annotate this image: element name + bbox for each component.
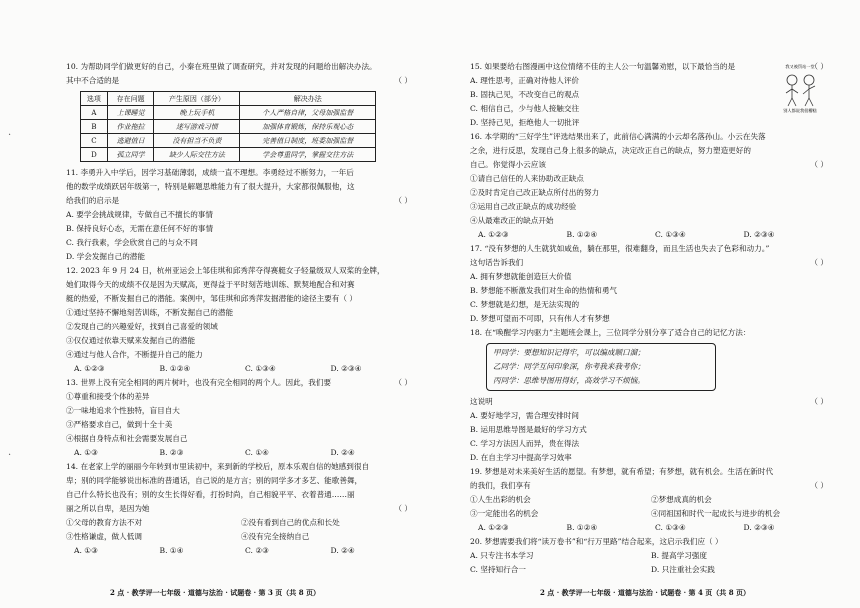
- option-c[interactable]: C. ①④: [245, 448, 269, 457]
- q20-stem-line: 20. 梦想需要我们将“读万卷书”和“行万里路”结合起来，这启示我们应（ ）: [470, 537, 723, 546]
- options-row: [470, 563, 832, 577]
- table-cell: D: [81, 148, 108, 162]
- option-b[interactable]: B. 提高学习强度: [651, 551, 707, 560]
- statement-item: ④根据自身特点和社会需要发展自己: [66, 434, 188, 443]
- q14-stem-line: 自己什么特长也没有；别的女生长得好看，打扮时尚，自己相貌平平、衣着普通……丽: [66, 490, 355, 499]
- statement-item: ②一味地追求个性独特，盲目自大: [66, 406, 180, 415]
- option-d[interactable]: D. ②③④: [743, 230, 775, 239]
- figure-leg: [809, 98, 813, 106]
- option-d[interactable]: D. 学会发掘自己的潜能: [66, 252, 145, 261]
- question-14: [66, 460, 416, 558]
- q10-table: [80, 91, 376, 162]
- option-c[interactable]: C. ①③④: [655, 523, 686, 532]
- table-cell: 逃避值日: [107, 134, 154, 148]
- q13-stem-line: 13. 世界上没有完全相同的两片树叶，也没有完全相同的两个人。因此，我们要 （ ）: [66, 376, 416, 390]
- answer-paren: （ ）: [394, 196, 412, 205]
- statement-item: ①尊重和接受个体的差异: [66, 392, 150, 401]
- option-d[interactable]: D. 梦想可望而不可即，只有伟人才有梦想: [470, 314, 610, 323]
- option-d[interactable]: D. 只注重社会实践: [651, 565, 715, 574]
- options-row: [66, 446, 416, 460]
- question-19: [470, 465, 832, 535]
- option-b[interactable]: B. ①②④: [566, 230, 598, 239]
- option-a[interactable]: A. 只专注书本学习: [470, 551, 534, 560]
- option-a[interactable]: A. ①②③: [478, 230, 509, 239]
- q11-stem-line: 11. 李勇升入中学后，因学习基础薄弱，成绩一直不理想。李勇经过不断努力，一年后: [66, 168, 354, 177]
- question-17: [470, 242, 832, 326]
- options-row: [470, 521, 832, 535]
- figure-leg: [788, 98, 792, 106]
- table-header: 选项: [81, 92, 108, 106]
- table-cell: 完善值日制度，班委加强监督: [240, 134, 376, 148]
- statement-item: ③严格要求自己，做到十全十美: [66, 420, 173, 429]
- table-cell: 作业拖拉: [107, 120, 154, 134]
- q12-stem-line: 12. 2023 年 9 月 24 日，杭州亚运会上邹佳琪和邱秀萍夺得赛艇女子轻量级双人双桨的金牌，: [66, 266, 385, 275]
- q16-stem-line: 16. 本学期的“三好学生”评选结果出来了，此前信心满满的小云却名落孙山。小云在失落: [470, 132, 766, 141]
- q19-stem-line: 19. 梦想是对未来美好生活的愿望。有梦想，就有希望；有梦想，就有机会。生活在新时代: [470, 467, 774, 476]
- question-18: [470, 326, 832, 465]
- option-b[interactable]: B. 保持良好心态，无需在意任何不好的事情: [66, 224, 214, 233]
- figure-head: [787, 75, 797, 85]
- option-d[interactable]: D. 坚持己见，拒绝他人一切批评: [470, 118, 580, 127]
- answer-paren: （ ）: [810, 481, 828, 490]
- answer-paren: （ ）: [810, 258, 828, 267]
- table-header: 解决办法: [240, 92, 376, 106]
- figure-leg: [792, 98, 796, 106]
- table-row: [81, 106, 376, 120]
- q14-stem-line: 14. 在老家上学的丽丽今年转到市里读初中，来到新的学校后，原本乐观自信的她感到很自: [66, 462, 370, 471]
- quote-line: 乙同学：同学互问印象深，你考我来我考你；: [493, 362, 645, 371]
- q14-stem-line: 丽之所以自卑，是因为她 （ ）: [66, 502, 416, 516]
- table-row: [81, 120, 376, 134]
- option-b[interactable]: B. ①②④: [566, 523, 598, 532]
- statement-item: ③性格谦虚，做人低调: [66, 532, 142, 541]
- table-cell: 迷写游戏习惯: [154, 120, 240, 134]
- option-a[interactable]: A. 理性思考，正确对待他人评价: [470, 76, 580, 85]
- option-b[interactable]: B. ①②④: [159, 364, 191, 373]
- question-13: [66, 376, 416, 460]
- option-a[interactable]: A. ①③: [74, 448, 98, 457]
- answer-paren: （ ）: [394, 504, 412, 513]
- table-row: [81, 148, 376, 162]
- question-12: [66, 264, 416, 376]
- statement-item: ②没有看到自己的优点和长处: [241, 518, 340, 527]
- statement-item: ②及时肯定自己改正缺点所付出的努力: [470, 188, 600, 197]
- statement-item: ②梦想成真的机会: [651, 495, 712, 504]
- q11-stem-line: 给我们的启示是 （ ）: [66, 194, 416, 208]
- option-c[interactable]: C. 学习方法因人而异，贵在得法: [470, 439, 580, 448]
- scan-mark: ·: [8, 450, 12, 461]
- comic-caption-top: 我又被罚站一堂: [785, 64, 815, 69]
- statement-item: ④从最难改正的缺点开始: [470, 216, 554, 225]
- answer-paren: （ ）: [394, 76, 412, 85]
- table-cell: 孤立同学: [107, 148, 154, 162]
- page-footer: 2 点 · 教学评一七年级 · 道德与法治 · 试题卷 · 第 4 页（共 8 页）: [539, 588, 751, 597]
- table-cell: 个人严格自律，父母加强监督: [240, 106, 376, 120]
- q10-stem-line: 其中不合适的是 （ ）: [66, 74, 416, 88]
- options-row: [470, 228, 832, 242]
- option-b[interactable]: B. 固执己见，不改变自己的观点: [470, 90, 580, 99]
- quote-box: [486, 343, 716, 391]
- statement-item: ①通过坚持不懈地刻苦训练，不断发掘自己的潜能: [66, 308, 234, 317]
- figure-head: [804, 75, 814, 85]
- statement-row: [470, 507, 832, 521]
- comic-illustration: [776, 62, 824, 114]
- option-c[interactable]: C. 梦想就是幻想，是无法实现的: [470, 300, 580, 309]
- question-10: [66, 60, 416, 162]
- statement-item: ①人生出彩的机会: [470, 495, 531, 504]
- figure-arm: [792, 89, 798, 93]
- answer-paren: （ ）: [394, 378, 412, 387]
- quote-line: 丙同学：思维导图用得好，高效学习不烦恼。: [493, 376, 645, 385]
- figure-arm: [786, 89, 792, 93]
- table-cell: C: [81, 134, 108, 148]
- option-b[interactable]: B. ①④: [159, 546, 184, 555]
- answer-paren: （ ）: [810, 397, 828, 406]
- right-page: [430, 0, 860, 608]
- figure-leg: [805, 98, 809, 106]
- q18-stem-line: 18. 在“唤醒学习内驱力”主题班会课上，三位同学分别分享了适合自己的记忆方法：: [470, 328, 751, 337]
- statement-row: [66, 530, 416, 544]
- figure-arm: [803, 89, 809, 94]
- option-d[interactable]: D. ②④: [330, 546, 355, 555]
- option-c[interactable]: C. ①③④: [245, 364, 276, 373]
- options-row: [66, 362, 416, 376]
- option-b[interactable]: B. ②③: [159, 448, 184, 457]
- statement-item: ④通过与他人合作，不断提升自己的能力: [66, 350, 203, 359]
- option-b[interactable]: B. 运用思维导图是最好的学习方式: [470, 425, 587, 434]
- option-c[interactable]: C. 我行我素，学会欣赏自己的与众不同: [66, 238, 198, 247]
- q12-stem-line: 艇的热爱，不断发掘自己的潜能。案例中，邹佳琪和邱秀萍发掘潜能的途径主要有（ ）: [66, 294, 357, 303]
- q10-stem-line: 10. 为帮助同学们做更好的自己，小秦在班里做了调查研究，并对发现的问题给出解决办法。: [66, 62, 377, 71]
- table-header: 存在问题: [107, 92, 154, 106]
- option-c[interactable]: C. ②③: [245, 546, 269, 555]
- statement-item: ④没有完全接纳自己: [241, 532, 310, 541]
- option-a[interactable]: A. ①③: [74, 546, 98, 555]
- options-row: [470, 549, 832, 563]
- table-header: 产生原因（部分）: [154, 92, 240, 106]
- table-cell: 学会尊重同学，掌握交往方法: [240, 148, 376, 162]
- option-d[interactable]: D. ②③④: [330, 364, 362, 373]
- comic-caption-bottom: 别人都说我很糟糕: [783, 108, 817, 113]
- table-cell: 没有担当不负责: [154, 134, 240, 148]
- statement-item: ③一定能出名的机会: [470, 509, 539, 518]
- table-cell: B: [81, 120, 108, 134]
- option-c[interactable]: C. 相信自己，少与他人接触交往: [470, 104, 580, 113]
- q18-stem-line: 这说明 （ ）: [470, 395, 832, 409]
- statement-row: [66, 516, 416, 530]
- scan-mark: ·: [8, 130, 12, 141]
- statement-row: [470, 493, 832, 507]
- table-cell: A: [81, 106, 108, 120]
- table-cell: 缺少人际交往方法: [154, 148, 240, 162]
- table-cell: 上课睡觉: [107, 106, 154, 120]
- question-16: [470, 130, 832, 242]
- question-11: [66, 166, 416, 264]
- statement-item: ①父母的教育方法不对: [66, 518, 142, 527]
- q15-stem-line: 15. 如果要给右图漫画中这位情绪不佳的主人公一句温馨劝慰，以下最恰当的是 （ ）: [470, 60, 832, 74]
- option-a[interactable]: A. ①②③: [478, 523, 509, 532]
- option-d[interactable]: D. 在自主学习中提高学习效率: [470, 453, 572, 462]
- figure-arm: [809, 86, 815, 89]
- option-a[interactable]: A. 拥有梦想就能创造巨大价值: [470, 272, 572, 281]
- table-header-row: [81, 92, 376, 106]
- statement-item: ③仅仅通过依靠天赋来发掘自己的潜能: [66, 336, 196, 345]
- q17-stem-line: 这句话告诉我们 （ ）: [470, 256, 832, 270]
- answer-paren: （ ）: [810, 62, 828, 71]
- option-a[interactable]: A. 要学会挑战规律，专做自己不擅长的事情: [66, 210, 213, 219]
- page-footer: 2 点 · 教学评一七年级 · 道德与法治 · 试题卷 · 第 3 页（共 8 页）: [109, 588, 321, 597]
- option-d[interactable]: D. ②③④: [743, 523, 775, 532]
- q16-stem-line: 之余，进行反思，发现自己身上很多的缺点，决定改正自己的缺点，努力塑造更好的: [470, 146, 751, 155]
- q14-stem-line: 卑；别的同学能够说出标准的普通话，自己说的是方言；别的同学多才多艺、能歌善舞，: [66, 476, 363, 485]
- q16-stem-line: 自己。你觉得小云应该 （ ）: [470, 158, 832, 172]
- q11-stem-line: 他的数学成绩跃居年级第一，特别是解题思维能力有了很大提升，大家都很佩服他，这: [66, 182, 355, 191]
- statement-item: ④同祖国和时代一起成长与进步的机会: [651, 509, 781, 518]
- q19-stem-line: 的我们，我们享有 （ ）: [470, 479, 832, 493]
- statement-item: ②发现自己的兴趣爱好，找到自己喜爱的领域: [66, 322, 218, 331]
- answer-paren: （ ）: [810, 160, 828, 169]
- option-d[interactable]: D. ②④: [330, 448, 355, 457]
- table-row: [81, 134, 376, 148]
- question-20: [470, 535, 832, 577]
- option-b[interactable]: B. 梦想能不断激发我们对生命的热情和勇气: [470, 286, 618, 295]
- statement-item: ①请自己信任的人来协助改正缺点: [470, 174, 584, 183]
- option-a[interactable]: A. 要好地学习，需合理安排时间: [470, 411, 580, 420]
- q12-stem-line: 她们取得今天的成绩不仅是因为天赋高，更得益于平时刻苦地训练、默契地配合和对赛: [66, 280, 355, 289]
- table-cell: 加强体育锻炼，保持乐观心态: [240, 120, 376, 134]
- option-c[interactable]: C. 坚持知行合一: [470, 565, 526, 574]
- statement-item: ③运用自己改正缺点的成功经验: [470, 202, 577, 211]
- option-a[interactable]: A. ①②③: [74, 364, 105, 373]
- table-cell: 晚上玩手机: [154, 106, 240, 120]
- options-row: [66, 544, 416, 558]
- option-c[interactable]: C. ①③④: [655, 230, 686, 239]
- q17-stem-line: 17. “没有梦想的人生就犹如咸鱼，躺在那里，很难翻身，而且生活也失去了色彩和动力。”: [470, 244, 770, 253]
- quote-line: 甲同学：要想知识记得牢，可以编成顺口溜；: [493, 348, 645, 357]
